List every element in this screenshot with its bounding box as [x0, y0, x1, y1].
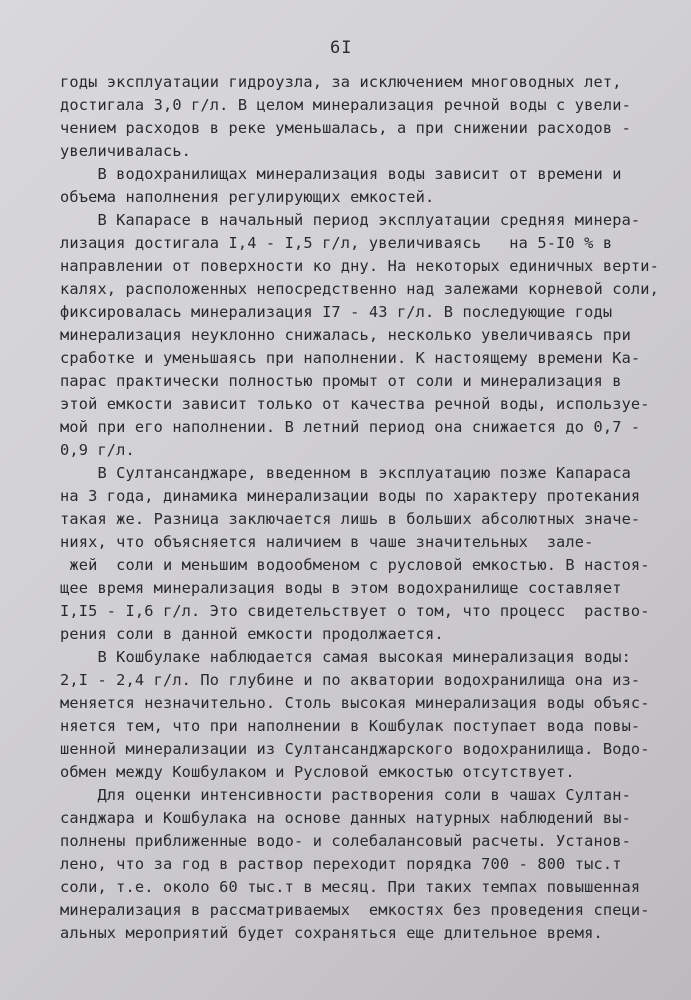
text-line: В водохранилищах минерализация воды зависит от времени и: [60, 165, 622, 183]
text-line: этой емкости зависит только от качества речной воды, используе-: [60, 395, 650, 413]
text-line: чением расходов в реке уменьшалась, а при снижении расходов -: [60, 119, 631, 137]
text-line: на 3 года, динамика минерализации воды по характеру протекания: [60, 487, 641, 505]
text-line: рения соли в данной емкости продолжается.: [60, 625, 444, 643]
text-line: увеличивалась.: [60, 142, 192, 160]
text-line: шенной минерализации из Султансанджарского водохранилища. Водо-: [60, 740, 650, 758]
text-line: мой при его наполнении. В летний период она снижается до 0,7 -: [60, 418, 641, 436]
text-line: направлении от поверхности ко дну. На некоторых единичных верти-: [60, 257, 660, 275]
text-line: альных мероприятий будет сохраняться еще длительное время.: [60, 924, 603, 942]
text-line: достигала 3,0 г/л. В целом минерализация речной воды с увели-: [60, 96, 631, 114]
text-line: лизация достигала I,4 - I,5 г/л, увеличиваясь на 5-I0 % в: [60, 234, 613, 252]
text-line: лено, что за год в раствор переходит порядка 700 - 800 тыс.т: [60, 855, 622, 873]
text-line: щее время минерализация воды в этом водохранилище составляет: [60, 579, 622, 597]
text-line: соли, т.е. около 60 тыс.т в месяц. При таких темпах повышенная: [60, 878, 641, 896]
text-line: объема наполнения регулирующих емкостей.: [60, 188, 435, 206]
text-line: годы эксплуатации гидроузла, за исключением многоводных лет,: [60, 73, 622, 91]
text-line: ниях, что объясняется наличием в чаше значительных зале-: [60, 533, 594, 551]
text-line: 2,I - 2,4 г/л. По глубине и по акватории водохранилища она из-: [60, 671, 641, 689]
text-line: полнены приближенные водо- и солебалансовый расчеты. Установ-: [60, 832, 631, 850]
text-line: няется тем, что при наполнении в Кошбулак поступает вода повы-: [60, 717, 641, 735]
text-line: В Капарасе в начальный период эксплуатации средняя минера-: [60, 211, 641, 229]
text-line: Для оценки интенсивности растворения соли в чашах Султан-: [60, 786, 631, 804]
text-line: сработке и уменьшаясь при наполнении. К настоящему времени Ка-: [60, 349, 641, 367]
text-line: жей соли и меньшим водообменом с русловой емкостью. В настоя-: [60, 556, 650, 574]
text-line: санджара и Кошбулака на основе данных натурных наблюдений вы-: [60, 809, 631, 827]
text-line: I,I5 - I,6 г/л. Это свидетельствует о том, что процесс раство-: [60, 602, 650, 620]
text-line: такая же. Разница заключается лишь в больших абсолютных значе-: [60, 510, 641, 528]
text-line: В Султансанджаре, введенном в эксплуатацию позже Капараса: [60, 464, 631, 482]
page-number: 6I: [330, 38, 353, 58]
text-line: обмен между Кошбулаком и Русловой емкостью отсутствует.: [60, 763, 575, 781]
text-line: фиксировалась минерализация I7 - 43 г/л. В последующие годы: [60, 303, 613, 321]
text-line: В Кошбулаке наблюдается самая высокая минерализация воды:: [60, 648, 631, 666]
text-line: минерализация в рассматриваемых емкостях без проведения специ-: [60, 901, 650, 919]
text-line: парас практически полностью промыт от соли и минерализация в: [60, 372, 622, 390]
text-line: 0,9 г/л.: [60, 441, 135, 459]
text-line: калях, расположенных непосредственно над залежами корневой соли,: [60, 280, 660, 298]
text-line: меняется незначительно. Столь высокая минерализация воды объяс-: [60, 694, 650, 712]
text-line: минерализация неуклонно снижалась, несколько увеличиваясь при: [60, 326, 631, 344]
